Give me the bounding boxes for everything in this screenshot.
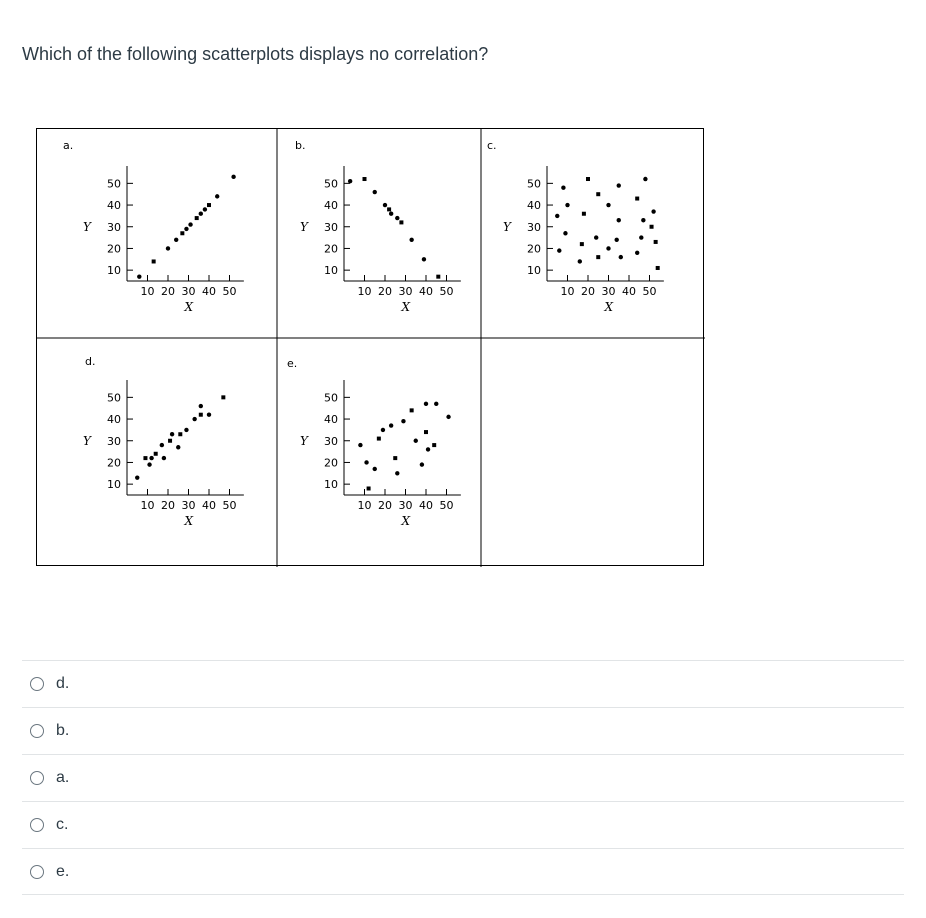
scatter-point	[580, 242, 584, 246]
y-axis-title: Y	[300, 219, 308, 234]
scatter-point	[170, 432, 174, 436]
scatter-point	[424, 402, 428, 406]
scatter-point	[555, 214, 559, 218]
scatterplot-figure	[36, 128, 704, 566]
x-tick-label: 40	[419, 285, 433, 298]
scatter-point	[221, 395, 225, 399]
scatter-point	[410, 408, 414, 412]
y-tick-label: 10	[324, 478, 338, 492]
answer-option-a[interactable]	[22, 754, 904, 801]
scatter-point	[650, 225, 654, 229]
y-axis-title: Y	[83, 219, 91, 234]
y-tick-label: 10	[107, 264, 121, 278]
scatter-point	[199, 212, 203, 216]
x-tick-label: 20	[581, 285, 595, 298]
scatter-point	[381, 428, 385, 432]
answer-label: d.	[56, 675, 70, 692]
scatter-point	[160, 443, 164, 447]
scatter-point	[596, 255, 600, 259]
scatter-point	[606, 246, 610, 250]
scatter-point	[363, 177, 367, 181]
scatter-point	[377, 437, 381, 441]
scatter-point	[195, 216, 199, 220]
scatter-point	[578, 259, 582, 263]
scatter-point	[199, 404, 203, 408]
scatter-point	[162, 456, 166, 460]
panel-label: b.	[295, 139, 306, 152]
scatter-point	[143, 456, 147, 460]
x-tick-label: 40	[419, 499, 433, 512]
y-tick-label: 20	[324, 242, 338, 256]
scatter-point	[207, 413, 211, 417]
x-tick-label: 20	[378, 499, 392, 512]
scatter-point	[358, 443, 362, 447]
panel-label: a.	[63, 139, 74, 152]
answer-label: b.	[56, 722, 70, 739]
y-tick-label: 40	[527, 199, 541, 213]
y-tick-label: 30	[324, 434, 338, 448]
y-tick-label: 40	[324, 199, 338, 213]
y-tick-label: 50	[324, 177, 338, 191]
x-tick-label: 50	[439, 499, 454, 512]
radio-button[interactable]	[30, 724, 44, 738]
scatter-point	[399, 220, 403, 224]
x-tick-label: 40	[202, 285, 216, 298]
scatter-point	[563, 231, 567, 235]
y-tick-label: 30	[324, 220, 338, 234]
y-tick-label: 40	[107, 413, 121, 427]
y-tick-label: 30	[107, 220, 121, 234]
scatter-point	[395, 471, 399, 475]
scatter-point	[557, 248, 561, 252]
scatter-point	[565, 203, 569, 207]
x-axis-title: X	[184, 514, 194, 528]
scatter-point	[635, 251, 639, 255]
x-tick-label: 50	[222, 285, 237, 298]
scatter-point	[383, 203, 387, 207]
scatter-point	[414, 439, 418, 443]
scatter-point	[207, 203, 211, 207]
scatter-point	[137, 274, 141, 278]
x-tick-label: 20	[378, 285, 392, 298]
radio-button[interactable]	[30, 771, 44, 785]
scatter-point	[387, 207, 391, 211]
scatter-point	[401, 419, 405, 423]
y-tick-label: 50	[527, 177, 541, 191]
scatter-point	[393, 456, 397, 460]
x-tick-label: 10	[140, 285, 155, 298]
answer-list	[22, 660, 904, 895]
x-tick-label: 40	[622, 285, 636, 298]
x-tick-label: 50	[439, 285, 454, 298]
x-tick-label: 30	[181, 285, 196, 298]
panel-label: c.	[487, 139, 497, 152]
scatter-point	[635, 197, 639, 201]
x-tick-label: 10	[357, 285, 372, 298]
radio-button[interactable]	[30, 818, 44, 832]
scatter-point	[154, 452, 158, 456]
y-tick-label: 10	[527, 264, 541, 278]
y-tick-label: 30	[107, 434, 121, 448]
scatter-point	[174, 238, 178, 242]
scatter-point	[619, 255, 623, 259]
scatter-point	[586, 177, 590, 181]
scatter-point	[168, 439, 172, 443]
scatter-point	[656, 266, 660, 270]
scatter-point	[639, 235, 643, 239]
scatter-point	[152, 259, 156, 263]
panel-label: e.	[287, 357, 298, 370]
x-tick-label: 10	[357, 499, 372, 512]
scatter-point	[348, 179, 352, 183]
answer-option-c[interactable]	[22, 801, 904, 848]
x-axis-title: X	[604, 300, 614, 314]
y-axis-title: Y	[300, 433, 308, 448]
scatter-point	[594, 235, 598, 239]
x-axis-title: X	[401, 300, 411, 314]
scatter-point	[180, 231, 184, 235]
panel-label: d.	[85, 355, 96, 368]
y-tick-label: 50	[324, 391, 338, 405]
scatter-point	[149, 456, 153, 460]
scatter-point	[184, 428, 188, 432]
x-tick-label: 20	[161, 285, 175, 298]
scatter-point	[643, 177, 647, 181]
scatter-point	[176, 445, 180, 449]
radio-button[interactable]	[30, 865, 44, 879]
x-tick-label: 10	[140, 499, 155, 512]
x-tick-label: 50	[642, 285, 657, 298]
y-tick-label: 20	[107, 456, 121, 470]
scatter-point	[446, 415, 450, 419]
scatter-point	[606, 203, 610, 207]
x-tick-label: 30	[398, 285, 413, 298]
y-tick-label: 40	[107, 199, 121, 213]
scatter-point	[582, 212, 586, 216]
scatter-point	[561, 185, 565, 189]
scatter-point	[617, 218, 621, 222]
scatter-point	[651, 209, 655, 213]
scatter-point	[395, 216, 399, 220]
question-text: Which of the following scatterplots displays no correlation?	[22, 44, 489, 64]
scatter-point	[426, 447, 430, 451]
scatter-point	[203, 207, 207, 211]
y-tick-label: 20	[107, 242, 121, 256]
answer-option-e[interactable]	[22, 848, 904, 895]
scatter-point	[184, 227, 188, 231]
scatter-point	[641, 218, 645, 222]
scatter-point	[409, 238, 413, 242]
scatter-point	[389, 212, 393, 216]
scatter-point	[192, 417, 196, 421]
scatter-point	[422, 257, 426, 261]
answer-option-b[interactable]	[22, 707, 904, 754]
answer-label: c.	[56, 816, 69, 833]
y-tick-label: 50	[107, 391, 121, 405]
x-tick-label: 20	[161, 499, 175, 512]
y-tick-label: 50	[107, 177, 121, 191]
answer-label: a.	[56, 769, 70, 786]
scatter-point	[199, 413, 203, 417]
scatter-point	[434, 402, 438, 406]
answer-label: e.	[56, 862, 70, 880]
scatter-point	[188, 222, 192, 226]
scatter-point	[178, 432, 182, 436]
y-tick-label: 30	[527, 220, 541, 234]
scatter-point	[596, 192, 600, 196]
scatter-point	[617, 183, 621, 187]
scatter-point	[135, 475, 139, 479]
answer-option-d[interactable]	[22, 660, 904, 707]
scatter-point	[436, 275, 440, 279]
scatter-point	[364, 460, 368, 464]
x-tick-label: 50	[222, 499, 237, 512]
x-tick-label: 30	[398, 499, 413, 512]
scatter-point	[424, 430, 428, 434]
scatter-point	[367, 486, 371, 490]
scatter-point	[432, 443, 436, 447]
y-tick-label: 10	[107, 478, 121, 492]
x-axis-title: X	[184, 300, 194, 314]
scatter-point	[615, 238, 619, 242]
x-tick-label: 30	[601, 285, 616, 298]
y-tick-label: 20	[527, 242, 541, 256]
scatter-point	[389, 423, 393, 427]
scatter-point	[231, 175, 235, 179]
scatter-point	[373, 467, 377, 471]
x-tick-label: 10	[560, 285, 575, 298]
scatter-point	[654, 240, 658, 244]
y-tick-label: 10	[324, 264, 338, 278]
y-tick-label: 20	[324, 456, 338, 470]
y-tick-label: 40	[324, 413, 338, 427]
scatter-point	[215, 194, 219, 198]
scatterplot-grid	[37, 129, 705, 567]
y-axis-title: Y	[503, 219, 511, 234]
y-axis-title: Y	[83, 433, 91, 448]
x-axis-title: X	[401, 514, 411, 528]
x-tick-label: 40	[202, 499, 216, 512]
scatter-point	[166, 246, 170, 250]
scatter-point	[373, 190, 377, 194]
scatter-point	[420, 462, 424, 466]
radio-button[interactable]	[30, 677, 44, 691]
x-tick-label: 30	[181, 499, 196, 512]
scatter-point	[147, 462, 151, 466]
